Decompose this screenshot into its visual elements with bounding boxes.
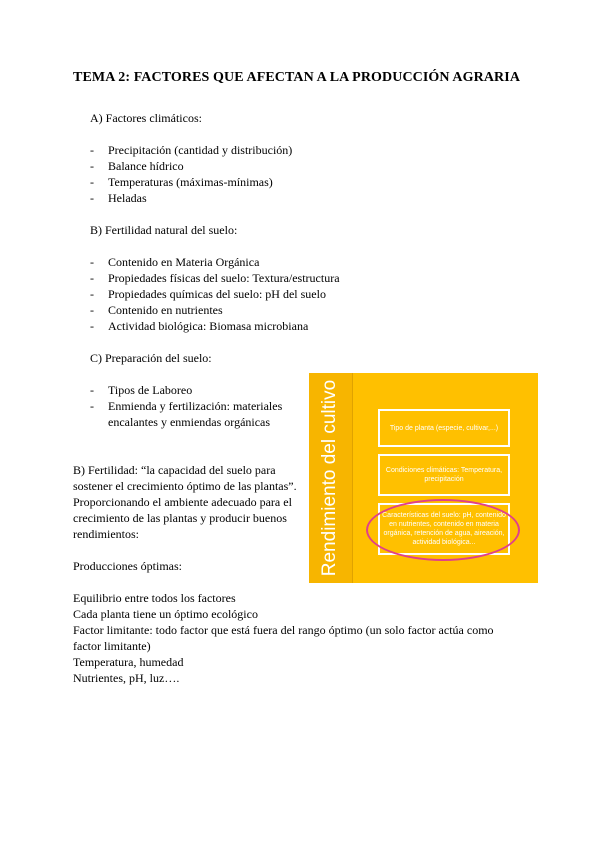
fertility-line: B) Fertilidad: “la capacidad del suelo para [73,463,276,477]
list-item: Tipos de Laboreo [108,383,193,397]
diagram-box-climate: Condiciones climáticas: Temperatura, precipitación [378,454,510,496]
producciones-line: Equilibrio entre todos los factores [73,591,236,605]
producciones-line: Nutrientes, pH, luz…. [73,671,180,685]
bullet-dash: - [90,399,94,413]
bullet-dash: - [90,319,94,333]
section-c-heading: C) Preparación del suelo: [90,351,212,365]
producciones-heading: Producciones óptimas: [73,559,182,573]
fertility-line: sostener el crecimiento óptimo de las plantas”. [73,479,297,493]
bullet-dash: - [90,175,94,189]
list-item: Heladas [108,191,147,205]
bullet-dash: - [90,271,94,285]
bullet-dash: - [90,143,94,157]
bullet-dash: - [90,303,94,317]
producciones-line: Cada planta tiene un óptimo ecológico [73,607,258,621]
highlight-ellipse [366,499,520,561]
page-title: TEMA 2: FACTORES QUE AFECTAN A LA PRODUCCIÓN AGRARIA [73,70,521,85]
fertility-line: Proporcionando el ambiente adecuado para el [73,495,292,509]
list-item: Balance hídrico [108,159,184,173]
list-item: Actividad biológica: Biomasa microbiana [108,319,309,333]
bullet-dash: - [90,383,94,397]
section-b-heading: B) Fertilidad natural del suelo: [90,223,238,237]
list-item: Propiedades químicas del suelo: pH del suelo [108,287,326,301]
producciones-line: Factor limitante: todo factor que está fuera del rango óptimo (un solo factor actúa como [73,623,494,637]
bullet-dash: - [90,159,94,173]
diagram-box-soil: Características del suelo: pH, contenido en nutrientes, contenido en materia orgánica, retención de agua, aireación, actividad biológica... [378,503,510,555]
fertility-line: crecimiento de las plantas y producir buenos [73,511,287,525]
diagram-side-panel [309,373,353,583]
producciones-line: factor limitante) [73,639,151,653]
bullet-dash: - [90,287,94,301]
list-item: Enmienda y fertilización: materiales [108,399,283,413]
list-item: Temperaturas (máximas-mínimas) [108,175,273,189]
producciones-line: Temperatura, humedad [73,655,184,669]
list-item: Precipitación (cantidad y distribución) [108,143,293,157]
list-item: Contenido en nutrientes [108,303,223,317]
list-item: Propiedades físicas del suelo: Textura/estructura [108,271,340,285]
diagram-vertical-label: Rendimiento del cultivo [319,379,340,577]
list-item-continuation: encalantes y enmiendas orgánicas [108,415,271,429]
diagram-box-plant-type: Tipo de planta (especie, cultivar,...) [378,409,510,447]
list-item: Contenido en Materia Orgánica [108,255,260,269]
fertility-line: rendimientos: [73,527,139,541]
bullet-dash: - [90,255,94,269]
section-a-heading: A) Factores climáticos: [90,111,202,125]
bullet-dash: - [90,191,94,205]
